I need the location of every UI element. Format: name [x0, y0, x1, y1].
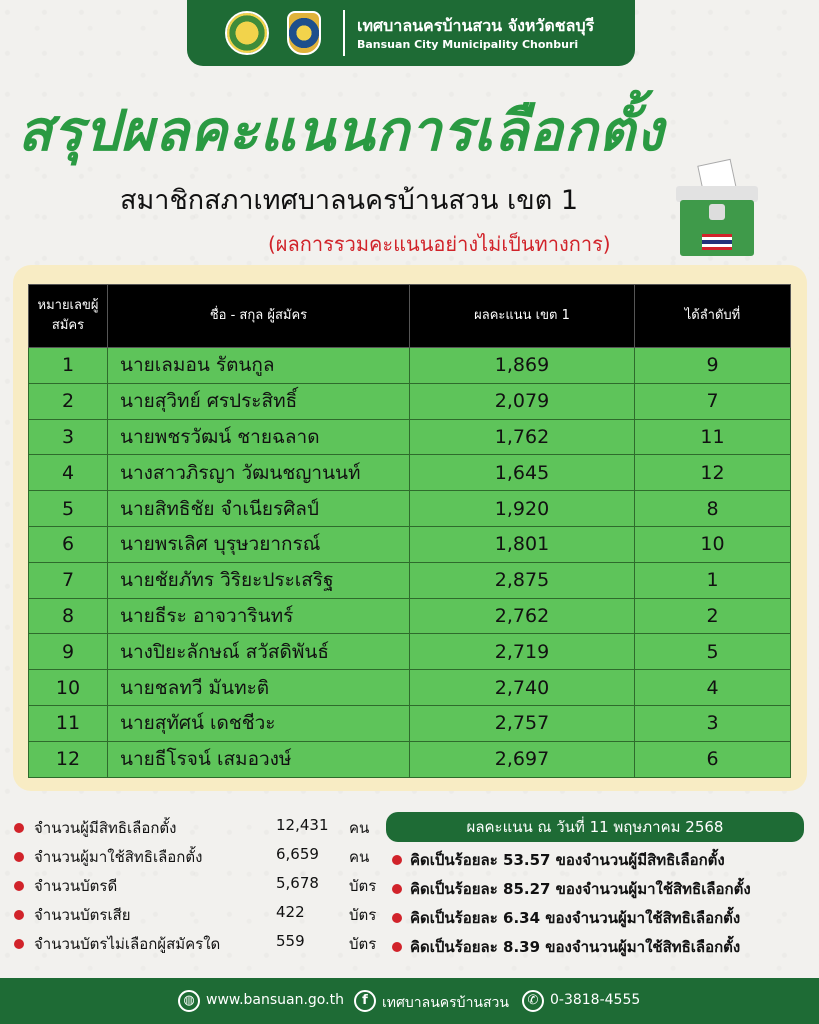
- table-row: [29, 562, 791, 598]
- candidate-score: 1,920: [410, 491, 635, 527]
- pct-row: [392, 848, 812, 877]
- table-row: [29, 705, 791, 741]
- candidate-rank: 11: [635, 419, 791, 455]
- candidate-number: 3: [29, 419, 108, 455]
- candidate-score: 1,645: [410, 455, 635, 491]
- candidate-number: 8: [29, 598, 108, 634]
- stat-label: จำนวนบัตรไม่เลือกผู้สมัครใด: [34, 935, 221, 953]
- candidate-rank: 8: [635, 491, 791, 527]
- stat-value: 5,678: [276, 874, 319, 892]
- candidate-number: 5: [29, 491, 108, 527]
- candidate-rank: 12: [635, 455, 791, 491]
- candidate-name: นายเลมอน รัตนกูล: [108, 348, 410, 384]
- candidate-score: 2,719: [410, 634, 635, 670]
- candidate-rank: 3: [635, 705, 791, 741]
- candidate-name: นายสิทธิชัย จำเนียรศิลป์: [108, 491, 410, 527]
- facebook-icon: f: [354, 990, 376, 1012]
- stat-value: 559: [276, 932, 305, 950]
- candidate-name: นายชัยภัทร วิริยะประเสริฐ: [108, 562, 410, 598]
- stat-unit: บัตร: [349, 935, 377, 953]
- footer-website-link[interactable]: www.bansuan.go.th: [206, 992, 344, 1008]
- municipality-seal-logo: [225, 11, 269, 55]
- stat-unit: คน: [349, 848, 370, 866]
- candidate-number: 6: [29, 526, 108, 562]
- table-row: [29, 526, 791, 562]
- stat-unit: บัตร: [349, 906, 377, 924]
- province-seal-logo: [287, 11, 321, 55]
- candidate-rank: 10: [635, 526, 791, 562]
- candidate-rank: 7: [635, 383, 791, 419]
- candidate-name: นายสุทัศน์ เดชชีวะ: [108, 705, 410, 741]
- bullet-dot-icon: [14, 823, 24, 833]
- stat-label: จำนวนผู้มีสิทธิเลือกตั้ง: [34, 819, 177, 837]
- thai-flag-icon: [702, 234, 732, 250]
- page-subtitle: สมาชิกสภาเทศบาลนครบ้านสวน เขต 1: [120, 185, 578, 216]
- bullet-dot-icon: [392, 942, 402, 952]
- unofficial-note: (ผลการรวมคะแนนอย่างไม่เป็นทางการ): [268, 232, 611, 256]
- header-banner: [187, 0, 635, 66]
- candidate-rank: 2: [635, 598, 791, 634]
- pct-row: [392, 935, 812, 964]
- table-row: [29, 634, 791, 670]
- candidate-number: 10: [29, 670, 108, 706]
- candidate-name: นายสุวิทย์ ศรประสิทธิ์: [108, 383, 410, 419]
- pct-row: [392, 906, 812, 935]
- header-divider: [343, 10, 345, 56]
- header-title-th: เทศบาลนครบ้านสวน จังหวัดชลบุรี: [357, 16, 595, 35]
- stat-invalid-ballots: [14, 903, 394, 932]
- stat-unit: คน: [349, 819, 370, 837]
- ballot-box-icon: [676, 160, 758, 256]
- header-rank: ได้ลำดับที่: [635, 285, 791, 348]
- table-row: [29, 598, 791, 634]
- candidate-score: 2,697: [410, 741, 635, 777]
- phone-icon: ✆: [522, 990, 544, 1012]
- stat-value: 12,431: [276, 816, 329, 834]
- stat-valid-ballots: [14, 874, 394, 903]
- header-score: ผลคะแนน เขต 1: [410, 285, 635, 348]
- pct-text: คิดเป็นร้อยละ 8.39 ของจำนวนผู้มาใช้สิทธิเลือกตั้ง: [410, 938, 741, 956]
- table-row: [29, 491, 791, 527]
- results-table: [28, 284, 791, 778]
- stat-label: จำนวนบัตรเสีย: [34, 906, 131, 924]
- candidate-rank: 9: [635, 348, 791, 384]
- candidate-score: 1,869: [410, 348, 635, 384]
- candidate-score: 2,762: [410, 598, 635, 634]
- pct-text: คิดเป็นร้อยละ 6.34 ของจำนวนผู้มาใช้สิทธิเลือกตั้ง: [410, 909, 741, 927]
- candidate-name: นายชลทวี มันทะติ: [108, 670, 410, 706]
- table-row: [29, 383, 791, 419]
- stat-voters-turnout: [14, 845, 394, 874]
- bullet-dot-icon: [14, 910, 24, 920]
- candidate-score: 2,079: [410, 383, 635, 419]
- footer: [0, 978, 819, 1024]
- table-row: [29, 670, 791, 706]
- candidate-rank: 6: [635, 741, 791, 777]
- header-candidate-name: ชื่อ - สกุล ผู้สมัคร: [108, 285, 410, 348]
- table-row: [29, 348, 791, 384]
- candidate-name: นายธีโรจน์ เสมอวงษ์: [108, 741, 410, 777]
- table-row: [29, 455, 791, 491]
- candidate-score: 2,875: [410, 562, 635, 598]
- stat-unit: บัตร: [349, 877, 377, 895]
- stat-value: 6,659: [276, 845, 319, 863]
- candidate-number: 2: [29, 383, 108, 419]
- candidate-number: 7: [29, 562, 108, 598]
- header-title-en: Bansuan City Municipality Chonburi: [357, 38, 579, 51]
- stat-no-vote-ballots: [14, 932, 394, 961]
- candidate-name: นายพชรวัฒน์ ชายฉลาด: [108, 419, 410, 455]
- table-row: [29, 419, 791, 455]
- bullet-dot-icon: [392, 884, 402, 894]
- bullet-dot-icon: [14, 939, 24, 949]
- candidate-rank: 1: [635, 562, 791, 598]
- candidate-score: 1,801: [410, 526, 635, 562]
- lock-icon: [709, 204, 725, 220]
- candidate-name: นายธีระ อาจวารินทร์: [108, 598, 410, 634]
- footer-phone[interactable]: 0-3818-4555: [550, 992, 641, 1008]
- percentage-stats: [392, 848, 812, 964]
- candidate-number: 1: [29, 348, 108, 384]
- candidate-number: 11: [29, 705, 108, 741]
- stat-label: จำนวนผู้มาใช้สิทธิเลือกตั้ง: [34, 848, 203, 866]
- pct-text: คิดเป็นร้อยละ 53.57 ของจำนวนผู้มีสิทธิเลือกตั้ง: [410, 851, 725, 869]
- footer-facebook-link[interactable]: เทศบาลนครบ้านสวน: [382, 995, 509, 1011]
- candidate-number: 9: [29, 634, 108, 670]
- pct-text: คิดเป็นร้อยละ 85.27 ของจำนวนผู้มาใช้สิทธิเลือกตั้ง: [410, 880, 751, 898]
- globe-icon: ◍: [178, 990, 200, 1012]
- candidate-rank: 5: [635, 634, 791, 670]
- stat-eligible-voters: [14, 816, 394, 845]
- candidate-rank: 4: [635, 670, 791, 706]
- candidate-score: 1,762: [410, 419, 635, 455]
- candidate-name: นางปิยะลักษณ์ สวัสดิพันธ์: [108, 634, 410, 670]
- pct-row: [392, 877, 812, 906]
- bullet-dot-icon: [14, 852, 24, 862]
- candidate-number: 12: [29, 741, 108, 777]
- candidate-number: 4: [29, 455, 108, 491]
- bullet-dot-icon: [392, 855, 402, 865]
- bullet-dot-icon: [392, 913, 402, 923]
- bullet-dot-icon: [14, 881, 24, 891]
- stat-value: 422: [276, 903, 305, 921]
- results-date-badge: ผลคะแนน ณ วันที่ 11 พฤษภาคม 2568: [386, 812, 804, 842]
- candidate-name: นายพรเลิศ บุรุษวยากรณ์: [108, 526, 410, 562]
- candidate-score: 2,740: [410, 670, 635, 706]
- page-title: สรุปผลคะแนนการเลือกตั้ง: [18, 99, 665, 164]
- header-candidate-number: หมายเลขผู้สมัคร: [29, 285, 108, 348]
- candidate-score: 2,757: [410, 705, 635, 741]
- candidate-name: นางสาวภิรญา วัฒนชญานนท์: [108, 455, 410, 491]
- table-header-row: [29, 285, 791, 348]
- voter-stats: [14, 816, 394, 961]
- table-row: [29, 741, 791, 777]
- stat-label: จำนวนบัตรดี: [34, 877, 118, 895]
